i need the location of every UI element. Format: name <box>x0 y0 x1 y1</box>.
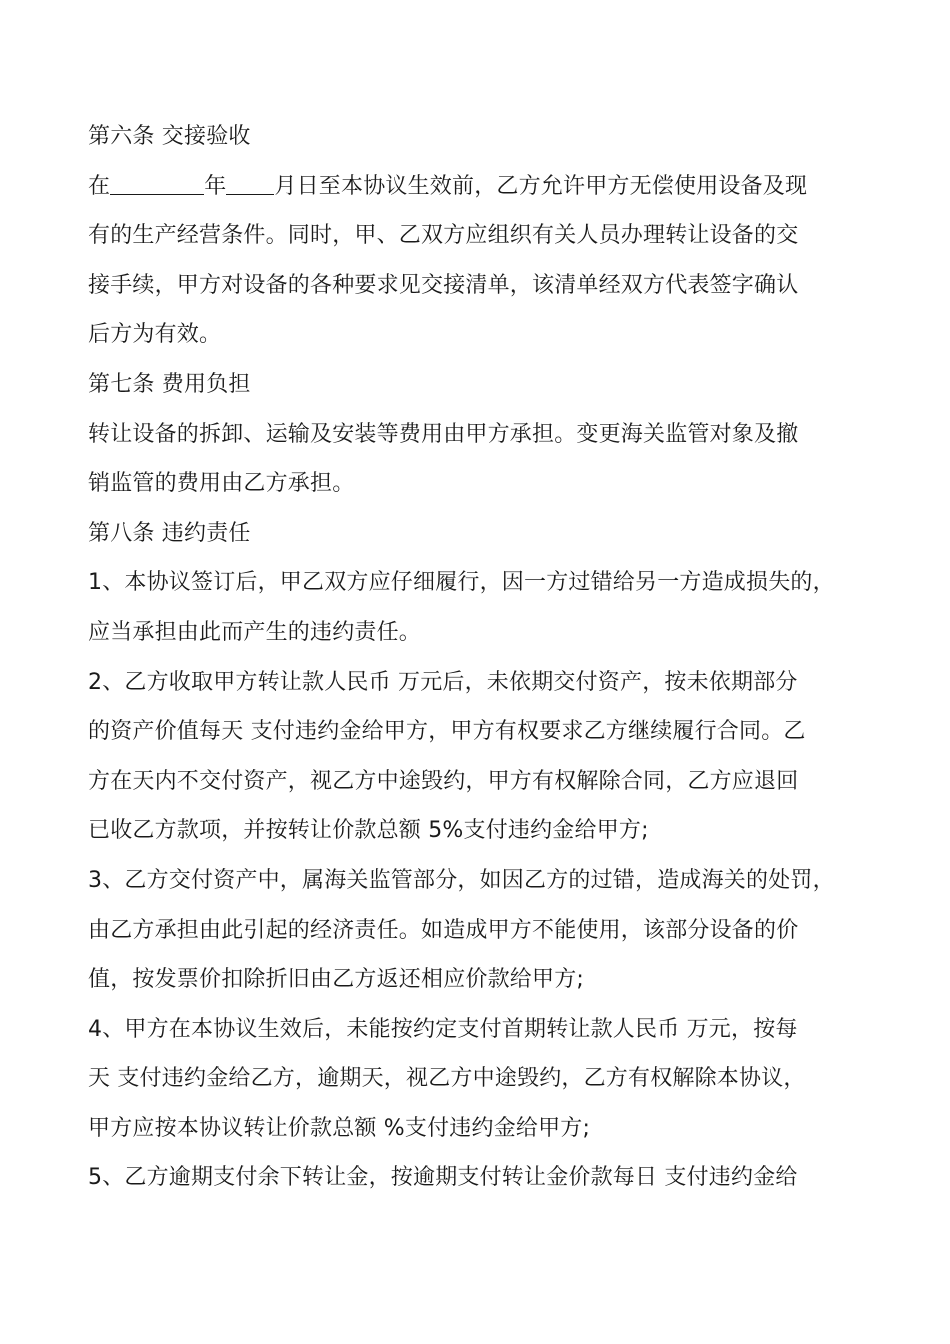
clause-4-line-3: 甲方应按本协议转让价款总额 %支付违约金给甲方; <box>88 1115 591 1141</box>
clause-3-line-1: 3、乙方交付资产中，属海关监管部分，如因乙方的过错，造成海关的处罚， <box>88 867 835 893</box>
document-page <box>88 112 878 1203</box>
clause-2-line-3: 方在天内不交付资产，视乙方中途毁约，甲方有权解除合同，乙方应退回 <box>88 768 799 794</box>
article-7-line-2: 销监管的费用由乙方承担。 <box>88 471 355 497</box>
clause-4-line-2: 天 支付违约金给乙方，逾期天，视乙方中途毁约，乙方有权解除本协议， <box>88 1066 806 1092</box>
clause-3-line-3: 值，按发票价扣除折旧由乙方返还相应价款给甲方; <box>88 967 585 993</box>
article-6-line-4: 后方为有效。 <box>88 322 222 348</box>
clause-1-line-1: 1、本协议签订后，甲乙双方应仔细履行，因一方过错给另一方造成损失的， <box>88 570 835 596</box>
text-segment: 月日至本协议生效前，乙方允许甲方无偿使用设备及现 <box>274 173 808 199</box>
article-7-line-1: 转让设备的拆卸、运输及安装等费用由甲方承担。变更海关监管对象及撤 <box>88 421 799 447</box>
clause-4-line-1: 4、甲方在本协议生效后，未能按约定支付首期转让款人民币 万元，按每 <box>88 1016 798 1042</box>
clause-2-line-1: 2、乙方收取甲方转让款人民币 万元后，未依期交付资产，按未依期部分 <box>88 669 798 695</box>
clause-5-line-1: 5、乙方逾期支付余下转让金，按逾期支付转让金价款每日 支付违约金给 <box>88 1165 798 1191</box>
clause-3-line-2: 由乙方承担由此引起的经济责任。如造成甲方不能使用，该部分设备的价 <box>88 917 799 943</box>
article-6-line-2: 有的生产经营条件。同时，甲、乙双方应组织有关人员办理转让设备的交 <box>88 223 799 249</box>
article-8-heading: 第八条 违约责任 <box>88 520 251 546</box>
text-segment: 在 <box>88 173 111 199</box>
text-segment: 年 <box>204 173 227 199</box>
article-6-heading: 第六条 交接验收 <box>88 124 251 149</box>
article-6-line-1 <box>88 162 878 212</box>
year-blank <box>110 172 204 195</box>
clause-1-line-2: 应当承担由此而产生的违约责任。 <box>88 619 422 645</box>
month-blank <box>226 172 274 195</box>
article-7-heading: 第七条 费用负担 <box>88 371 251 397</box>
clause-2-line-4: 已收乙方款项，并按转让价款总额 5%支付违约金给甲方; <box>88 818 649 844</box>
article-6-line-3: 接手续，甲方对设备的各种要求见交接清单，该清单经双方代表签字确认 <box>88 272 799 298</box>
clause-2-line-2: 的资产价值每天 支付违约金给甲方，甲方有权要求乙方继续履行合同。乙 <box>88 719 806 745</box>
